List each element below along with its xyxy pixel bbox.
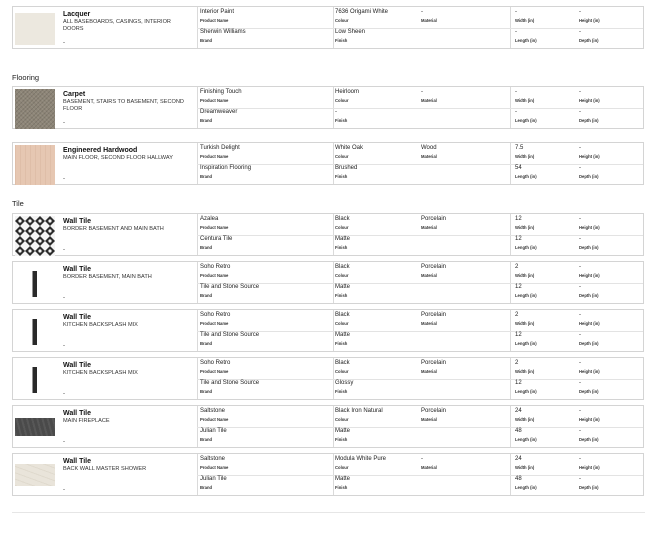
product-name-value: Interior Paint — [200, 9, 235, 15]
length-value: 48 — [515, 428, 522, 434]
colour-value: Black — [335, 216, 350, 222]
brand-label: Brand — [200, 293, 213, 298]
item-location: MAIN FIREPLACE — [63, 418, 110, 424]
material-card — [12, 86, 644, 129]
brand-value: Tile and Stone Source — [200, 284, 260, 290]
depth-label: Depth (in) — [579, 38, 599, 43]
colour-label: Colour — [335, 98, 349, 103]
section-heading-flooring: Flooring — [12, 73, 40, 82]
product-name-label: Product Name — [200, 98, 229, 103]
material-value: - — [421, 456, 423, 462]
item-location: MAIN FLOOR, SECOND FLOOR HALLWAY — [63, 155, 173, 161]
material-swatch — [15, 89, 55, 129]
brand-value: Centura Tile — [200, 236, 233, 242]
product-name-value: Saltstone — [200, 408, 226, 414]
material-swatch — [15, 145, 55, 185]
finish-value: Glossy — [335, 380, 354, 386]
product-name-value: Saltstone — [200, 456, 226, 462]
width-value: 24 — [515, 456, 522, 462]
item-title: Wall Tile — [63, 314, 92, 321]
depth-value: - — [579, 165, 581, 171]
material-card — [12, 142, 644, 185]
item-note: - — [63, 343, 65, 349]
finish-value: Matte — [335, 284, 351, 290]
width-label: Width (in) — [515, 18, 535, 23]
colour-label: Colour — [335, 225, 349, 230]
finish-label: Finish — [335, 341, 348, 346]
brand-value: Sherwin Williams — [200, 29, 246, 35]
material-swatch — [15, 216, 55, 256]
height-value: - — [579, 360, 581, 366]
height-label: Height (in) — [579, 18, 600, 23]
brand-label: Brand — [200, 485, 213, 490]
finish-label: Finish — [335, 389, 348, 394]
brand-label: Brand — [200, 341, 213, 346]
product-name-value: Finishing Touch — [200, 89, 242, 95]
length-label: Length (in) — [515, 389, 537, 394]
height-label: Height (in) — [579, 154, 600, 159]
row-divider — [197, 427, 643, 428]
item-location: BACK WALL MASTER SHOWER — [63, 466, 147, 472]
material-card — [12, 405, 644, 448]
row-divider — [197, 331, 643, 332]
depth-label: Depth (in) — [579, 245, 599, 250]
material-label: Material — [421, 18, 437, 23]
brand-value: Inspiration Flooring — [200, 165, 252, 171]
item-note: - — [63, 487, 65, 493]
item-note: - — [63, 439, 65, 445]
item-note: - — [63, 176, 65, 182]
depth-value: - — [579, 236, 581, 242]
width-label: Width (in) — [515, 225, 535, 230]
item-title: Wall Tile — [63, 410, 92, 417]
height-label: Height (in) — [579, 98, 600, 103]
material-swatch — [15, 13, 55, 45]
height-value: - — [579, 264, 581, 270]
depth-label: Depth (in) — [579, 341, 599, 346]
colour-value: Black Iron Natural — [335, 408, 383, 414]
finish-label: Finish — [335, 437, 348, 442]
length-label: Length (in) — [515, 437, 537, 442]
depth-value: - — [579, 380, 581, 386]
height-value: - — [579, 145, 581, 151]
item-title: Wall Tile — [63, 266, 92, 273]
height-value: - — [579, 312, 581, 318]
finish-value: Brushed — [335, 165, 358, 171]
height-value: - — [579, 408, 581, 414]
length-label: Length (in) — [515, 174, 537, 179]
material-card — [12, 261, 644, 304]
height-label: Height (in) — [579, 321, 600, 326]
product-name-label: Product Name — [200, 465, 229, 470]
length-value: 12 — [515, 236, 522, 242]
row-divider — [197, 28, 643, 29]
item-title: Wall Tile — [63, 458, 92, 465]
material-value: Porcelain — [421, 408, 447, 414]
colour-value: 7636 Origami White — [335, 9, 389, 15]
depth-value: - — [579, 428, 581, 434]
material-value: - — [421, 9, 423, 15]
depth-label: Depth (in) — [579, 118, 599, 123]
depth-label: Depth (in) — [579, 485, 599, 490]
width-value: - — [515, 9, 517, 15]
page-footer-divider — [12, 512, 645, 513]
length-label: Length (in) — [515, 38, 537, 43]
finish-label: Finish — [335, 174, 348, 179]
brand-label: Brand — [200, 437, 213, 442]
colour-value: Black — [335, 264, 350, 270]
height-label: Height (in) — [579, 465, 600, 470]
depth-value: - — [579, 29, 581, 35]
depth-value: - — [579, 109, 581, 115]
item-note: - — [63, 40, 65, 46]
item-title: Wall Tile — [63, 362, 92, 369]
section-heading-tile: Tile — [12, 199, 24, 208]
length-value: - — [515, 109, 517, 115]
finish-value: - — [335, 109, 337, 115]
width-value: - — [515, 89, 517, 95]
length-label: Length (in) — [515, 245, 537, 250]
depth-label: Depth (in) — [579, 174, 599, 179]
material-label: Material — [421, 273, 437, 278]
product-name-label: Product Name — [200, 369, 229, 374]
width-label: Width (in) — [515, 465, 535, 470]
length-value: 54 — [515, 165, 522, 171]
row-divider — [197, 475, 643, 476]
finish-label: Finish — [335, 38, 348, 43]
width-label: Width (in) — [515, 369, 535, 374]
depth-value: - — [579, 284, 581, 290]
colour-label: Colour — [335, 417, 349, 422]
finish-value: Matte — [335, 476, 351, 482]
brand-value: Julian Tile — [200, 476, 227, 482]
row-divider — [197, 108, 643, 109]
depth-value: - — [579, 476, 581, 482]
length-label: Length (in) — [515, 293, 537, 298]
brand-value: Tile and Stone Source — [200, 380, 260, 386]
item-location: KITCHEN BACKSPLASH MIX — [63, 322, 138, 328]
length-value: 12 — [515, 332, 522, 338]
width-label: Width (in) — [515, 417, 535, 422]
height-label: Height (in) — [579, 369, 600, 374]
depth-label: Depth (in) — [579, 293, 599, 298]
length-value: - — [515, 29, 517, 35]
material-value: Porcelain — [421, 360, 447, 366]
material-value: Porcelain — [421, 216, 447, 222]
finish-label: Finish — [335, 485, 348, 490]
item-note: - — [63, 120, 65, 126]
height-label: Height (in) — [579, 225, 600, 230]
product-name-label: Product Name — [200, 18, 229, 23]
length-label: Length (in) — [515, 485, 537, 490]
length-label: Length (in) — [515, 118, 537, 123]
item-location: ALL BASEBOARDS, CASINGS, INTERIOR DOORS — [63, 19, 171, 32]
finish-label: Finish — [335, 245, 348, 250]
product-name-label: Product Name — [200, 225, 229, 230]
colour-value: Heirloom — [335, 89, 360, 95]
material-value: Porcelain — [421, 312, 447, 318]
colour-value: Black — [335, 312, 350, 318]
brand-label: Brand — [200, 38, 213, 43]
width-value: 12 — [515, 216, 522, 222]
product-name-label: Product Name — [200, 417, 229, 422]
height-value: - — [579, 456, 581, 462]
material-label: Material — [421, 98, 437, 103]
material-value: Wood — [421, 145, 437, 151]
material-card — [12, 453, 644, 496]
finish-label: Finish — [335, 293, 348, 298]
colour-label: Colour — [335, 321, 349, 326]
height-label: Height (in) — [579, 417, 600, 422]
row-divider — [197, 164, 643, 165]
material-label: Material — [421, 465, 437, 470]
width-value: 2 — [515, 264, 519, 270]
material-label: Material — [421, 417, 437, 422]
colour-label: Colour — [335, 369, 349, 374]
item-location: BORDER BASEMENT AND MAIN BATH — [63, 226, 164, 232]
width-value: 2 — [515, 360, 519, 366]
depth-label: Depth (in) — [579, 389, 599, 394]
material-card — [12, 357, 644, 400]
width-label: Width (in) — [515, 273, 535, 278]
width-label: Width (in) — [515, 98, 535, 103]
colour-value: Modula White Pure — [335, 456, 387, 462]
product-name-label: Product Name — [200, 154, 229, 159]
material-label: Material — [421, 321, 437, 326]
item-title: Carpet — [63, 91, 86, 98]
width-label: Width (in) — [515, 154, 535, 159]
material-label: Material — [421, 369, 437, 374]
material-card — [12, 213, 644, 256]
material-swatch — [15, 360, 55, 400]
height-value: - — [579, 9, 581, 15]
colour-label: Colour — [335, 465, 349, 470]
material-swatch — [15, 264, 55, 304]
product-name-label: Product Name — [200, 273, 229, 278]
finish-value: Matte — [335, 332, 351, 338]
item-title: Wall Tile — [63, 218, 92, 225]
product-name-value: Soho Retro — [200, 264, 231, 270]
width-value: 2 — [515, 312, 519, 318]
width-label: Width (in) — [515, 321, 535, 326]
product-name-label: Product Name — [200, 321, 229, 326]
brand-value: Tile and Stone Source — [200, 332, 260, 338]
length-label: Length (in) — [515, 341, 537, 346]
colour-label: Colour — [335, 18, 349, 23]
colour-label: Colour — [335, 273, 349, 278]
brand-label: Brand — [200, 118, 213, 123]
item-title: Lacquer — [63, 11, 91, 18]
material-value: Porcelain — [421, 264, 447, 270]
material-label: Material — [421, 154, 437, 159]
product-name-value: Soho Retro — [200, 360, 231, 366]
item-title: Engineered Hardwood — [63, 147, 138, 154]
item-location: BORDER BASEMENT, MAIN BATH — [63, 274, 152, 280]
item-note: - — [63, 391, 65, 397]
material-swatch — [15, 418, 55, 436]
finish-value: Matte — [335, 236, 351, 242]
height-value: - — [579, 89, 581, 95]
height-label: Height (in) — [579, 273, 600, 278]
brand-value: Dreamweaver — [200, 109, 238, 115]
brand-label: Brand — [200, 389, 213, 394]
length-value: 48 — [515, 476, 522, 482]
item-location: BASEMENT, STAIRS TO BASEMENT, SECOND FLOOR — [63, 99, 184, 112]
product-name-value: Azalea — [200, 216, 219, 222]
finish-value: Low Sheen — [335, 29, 366, 35]
colour-value: White Oak — [335, 145, 364, 151]
material-swatch — [15, 312, 55, 352]
width-value: 7.5 — [515, 145, 524, 151]
brand-value: Julian Tile — [200, 428, 227, 434]
material-swatch — [15, 464, 55, 486]
product-name-value: Turkish Delight — [200, 145, 240, 151]
product-name-value: Soho Retro — [200, 312, 231, 318]
brand-label: Brand — [200, 245, 213, 250]
row-divider — [197, 379, 643, 380]
material-value: - — [421, 89, 423, 95]
finish-value: Matte — [335, 428, 351, 434]
depth-label: Depth (in) — [579, 437, 599, 442]
length-value: 12 — [515, 380, 522, 386]
finish-label: Finish — [335, 118, 348, 123]
row-divider — [197, 235, 643, 236]
colour-label: Colour — [335, 154, 349, 159]
width-value: 24 — [515, 408, 522, 414]
height-value: - — [579, 216, 581, 222]
row-divider — [197, 283, 643, 284]
depth-value: - — [579, 332, 581, 338]
brand-label: Brand — [200, 174, 213, 179]
material-label: Material — [421, 225, 437, 230]
length-value: 12 — [515, 284, 522, 290]
item-note: - — [63, 247, 65, 253]
item-location: KITCHEN BACKSPLASH MIX — [63, 370, 138, 376]
material-card — [12, 6, 644, 49]
item-note: - — [63, 295, 65, 301]
material-card — [12, 309, 644, 352]
colour-value: Black — [335, 360, 350, 366]
